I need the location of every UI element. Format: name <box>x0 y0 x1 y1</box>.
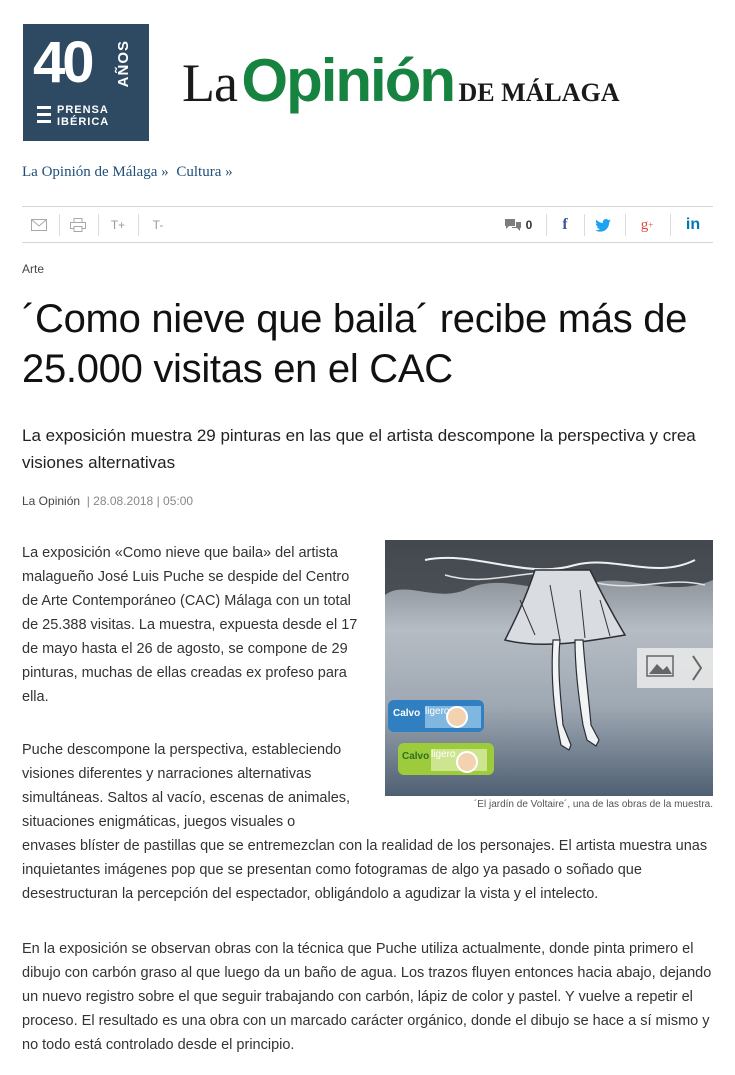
breadcrumb <box>22 164 237 181</box>
logo-la: La <box>182 53 237 113</box>
article-section[interactable]: Arte <box>22 262 45 276</box>
calvo-ad-bottom <box>398 743 494 775</box>
article-title: ´Como nieve que baila´ recibe más de 25.000 visitas en el CAC <box>22 297 688 391</box>
badge-bars-icon <box>37 106 51 127</box>
twitter-icon[interactable] <box>592 213 614 237</box>
svg-text:Calvo: Calvo <box>393 708 421 719</box>
logo-de-malaga: DE MÁLAGA <box>458 78 620 107</box>
paragraph-3: En la exposición se observan obras con la técnica que Puche utiliza actualmente, donde pinta primero el dibujo con carbón graso al que luego da un baño de agua. Los trazos fluyen entonces hacia abajo, dejando un nuevo registro sobre el que seguir trabajando con carbón, lápiz de color y pastel. Y vuelve a repetir el proceso. El resultado es una obra con un marcado carácter orgánico, donde el dibujo se hace a sí mismo y no todo está controlado desde el principio. <box>22 941 712 1053</box>
comment-icon[interactable] <box>502 213 524 237</box>
font-increase-button[interactable]: T+ <box>110 218 126 232</box>
article-meta <box>22 494 193 508</box>
paragraph-2b: envases blíster de pastillas que se entremezclan con la realidad de los personajes. El artista muestra unas inquietantes imágenes pop que se presentan como fotogramas de algo ya pasado o soñado que desestructuran la percepción del espectador, obligándolo a agudizar la vista y el intelecto. <box>22 838 708 902</box>
linkedin-icon[interactable]: in <box>685 216 701 233</box>
breadcrumb-section[interactable]: Cultura » <box>176 164 233 180</box>
article-datetime: | 28.08.2018 | 05:00 <box>86 494 194 508</box>
painting-illustration <box>385 540 713 796</box>
site-header <box>0 0 735 150</box>
email-icon[interactable] <box>28 213 50 237</box>
article-subtitle: La exposición muestra 29 pinturas en las que el artista descompone la perspectiva y crea visiones alternativas <box>22 426 696 472</box>
badge-group: PRENSA IBÉRICA <box>57 104 110 128</box>
article-author: La Opinión <box>22 494 81 508</box>
print-icon[interactable] <box>67 213 89 237</box>
article-image[interactable] <box>385 540 713 796</box>
facebook-icon[interactable]: f <box>562 216 568 233</box>
breadcrumb-home[interactable]: La Opinión de Málaga » <box>22 164 169 180</box>
svg-text:ligero: ligero <box>425 706 450 717</box>
anniversary-badge[interactable] <box>23 24 149 141</box>
paragraph-2a: Puche descompone la perspectiva, estableciendo visiones diferentes y narraciones alternativas simultáneas. Saltos al vacío, escenas de animales, situaciones enigmáticas, juegos visuales o <box>22 742 351 830</box>
font-decrease-button[interactable]: T- <box>152 218 164 232</box>
svg-text:ligero: ligero <box>431 749 456 760</box>
calvo-ad-top <box>388 700 484 732</box>
badge-number: 40 <box>33 30 92 95</box>
svg-text:Calvo: Calvo <box>402 751 430 762</box>
badge-years: AÑOS <box>115 40 132 88</box>
paragraph-1: La exposición «Como nieve que baila» del artista malagueño José Luis Puche se despide del Centro de Arte Contemporáneo (CAC) Málaga con un total de 25.388 visitas. La muestra, expuesta desde el 17 de mayo hasta el 26 de agosto, se compone de 29 pinturas, muchas de ellas creadas ex profeso para ella. <box>22 545 358 705</box>
image-caption: ´El jardín de Voltaire´, una de las obras de la muestra. <box>473 799 713 810</box>
comment-count[interactable]: 0 <box>525 218 533 232</box>
site-logo[interactable] <box>182 46 620 115</box>
article-toolbar <box>22 206 713 243</box>
googleplus-icon[interactable]: g + <box>640 216 654 233</box>
logo-opinion: Opinión <box>241 47 455 114</box>
